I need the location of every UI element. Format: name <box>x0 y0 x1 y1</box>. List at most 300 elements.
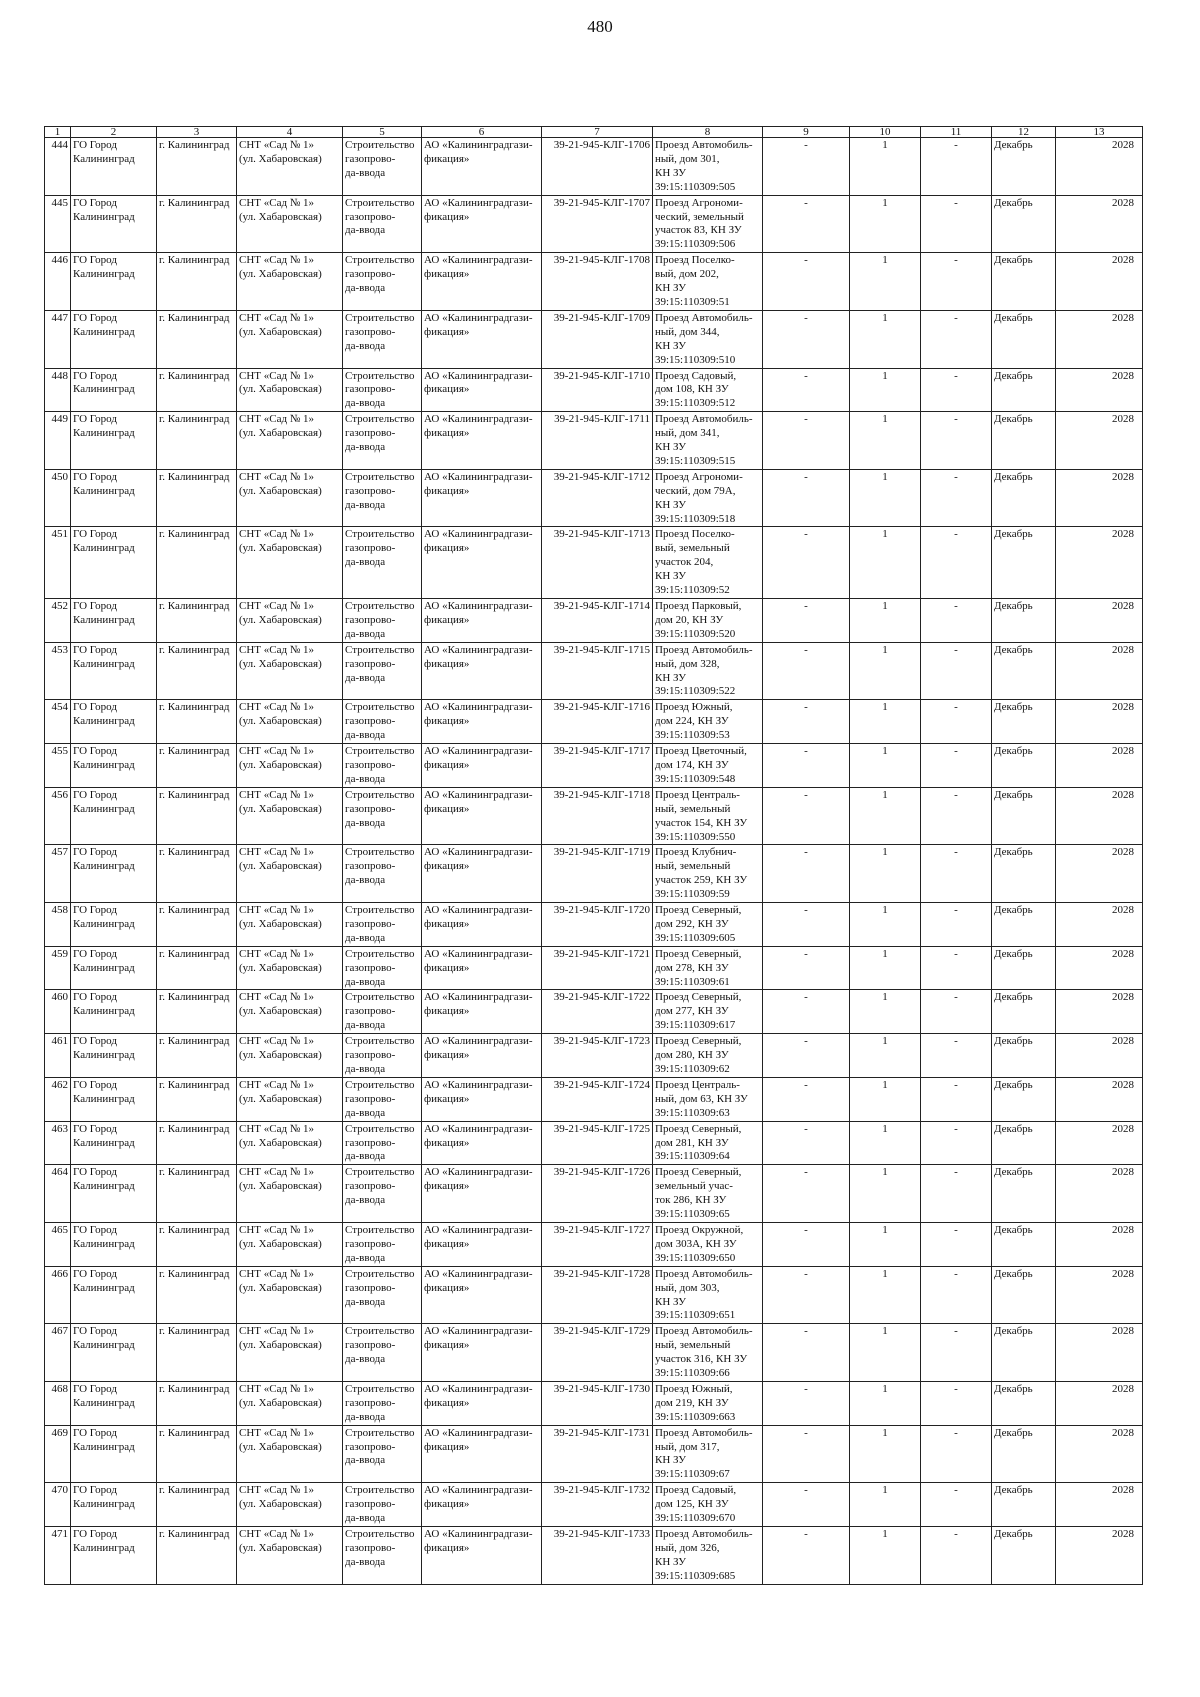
organization-line: фикация» <box>424 210 470 223</box>
month: Декабрь <box>992 946 1056 990</box>
table-row <box>45 1381 1143 1425</box>
record-code: 39-21-945-КЛГ-1721 <box>542 946 653 990</box>
municipality-line: ГО Город <box>73 846 117 859</box>
address-line: 39:15:110309:62 <box>655 1063 730 1075</box>
municipality <box>71 599 157 643</box>
work-type-line: Строительство <box>345 788 415 801</box>
column-11-value: - <box>921 310 992 368</box>
year: 2028 <box>1056 368 1143 412</box>
column-11-value: - <box>921 1324 992 1382</box>
month: Декабрь <box>992 744 1056 788</box>
settlement: г. Калининград <box>157 1165 237 1223</box>
settlement: г. Калининград <box>157 368 237 412</box>
work-type-line: да-ввода <box>345 397 386 410</box>
record-code: 39-21-945-КЛГ-1727 <box>542 1222 653 1266</box>
address <box>653 1222 763 1266</box>
column-9-value: - <box>763 1266 850 1324</box>
column-11-value: - <box>921 845 992 903</box>
object-name <box>237 310 343 368</box>
work-type-line: да-ввода <box>345 556 386 569</box>
column-11-value: - <box>921 1165 992 1223</box>
organization-line: АО «Калининградгази- <box>424 1223 533 1236</box>
organization <box>422 412 542 470</box>
work-type <box>343 195 422 253</box>
municipality <box>71 527 157 599</box>
municipality-line: Калининград <box>73 1396 135 1409</box>
object-name-line: (ул. Хабаровская) <box>239 613 322 626</box>
object-name-line: (ул. Хабаровская) <box>239 758 322 771</box>
work-type-line: да-ввода <box>345 1454 386 1467</box>
municipality-line: Калининград <box>73 1237 135 1250</box>
column-11-value: - <box>921 412 992 470</box>
object-name-line: СНТ «Сад № 1» <box>239 528 315 541</box>
address-line: Проезд Северный, <box>655 1122 742 1135</box>
column-9-value: - <box>763 1034 850 1078</box>
municipality-line: ГО Город <box>73 1382 117 1395</box>
organization <box>422 845 542 903</box>
address-line: земельный учас- <box>655 1180 733 1193</box>
address <box>653 195 763 253</box>
municipality-line: Калининград <box>73 1092 135 1105</box>
address-line: 39:15:110309:605 <box>655 931 736 944</box>
record-code: 39-21-945-КЛГ-1716 <box>542 700 653 744</box>
address <box>653 946 763 990</box>
object-name <box>237 903 343 947</box>
object-name-line: (ул. Хабаровская) <box>239 268 322 281</box>
municipality-line: Калининград <box>73 210 135 223</box>
work-type-line: Строительство <box>345 1382 415 1395</box>
work-type-line: Строительство <box>345 1484 415 1497</box>
organization <box>422 599 542 643</box>
work-type <box>343 903 422 947</box>
month: Декабрь <box>992 1077 1056 1121</box>
address-line: ный, дом 317, <box>655 1440 720 1453</box>
organization-line: АО «Калининградгази- <box>424 1078 533 1091</box>
address-line: Проезд Южный, <box>655 1382 733 1395</box>
year: 2028 <box>1056 1381 1143 1425</box>
address-line: Проезд Северный, <box>655 1035 742 1048</box>
address-line: дом 219, КН ЗУ <box>655 1396 729 1409</box>
organization-line: фикация» <box>424 1180 470 1193</box>
record-code: 39-21-945-КЛГ-1711 <box>542 412 653 470</box>
organization-line: фикация» <box>424 1237 470 1250</box>
table-row <box>45 1324 1143 1382</box>
column-10-value: 1 <box>850 310 921 368</box>
column-10-value: 1 <box>850 1381 921 1425</box>
address-line: Проезд Северный, <box>655 991 742 1004</box>
organization <box>422 642 542 700</box>
address-line: 39:15:110309:65 <box>655 1208 730 1221</box>
address <box>653 1381 763 1425</box>
work-type-line: газопрово- <box>345 758 396 771</box>
municipality <box>71 642 157 700</box>
year: 2028 <box>1056 138 1143 196</box>
object-name-line: СНТ «Сад № 1» <box>239 788 315 801</box>
municipality-line: Калининград <box>73 1440 135 1453</box>
municipality-line: Калининград <box>73 1498 135 1511</box>
work-type-line: газопрово- <box>345 1092 396 1105</box>
object-name <box>237 946 343 990</box>
address-line: Проезд Автомобиль- <box>655 1426 753 1439</box>
work-type <box>343 1077 422 1121</box>
address-line: 39:15:110309:51 <box>655 295 730 308</box>
organization <box>422 787 542 845</box>
work-type-line: да-ввода <box>345 1251 386 1264</box>
column-10-value: 1 <box>850 469 921 527</box>
object-name <box>237 195 343 253</box>
object-name-line: (ул. Хабаровская) <box>239 427 322 440</box>
work-type <box>343 1483 422 1527</box>
settlement: г. Калининград <box>157 946 237 990</box>
object-name-line: (ул. Хабаровская) <box>239 715 322 728</box>
municipality-line: ГО Город <box>73 1035 117 1048</box>
work-type <box>343 1381 422 1425</box>
address <box>653 1165 763 1223</box>
year: 2028 <box>1056 744 1143 788</box>
table-row <box>45 1077 1143 1121</box>
column-header-5: 5 <box>343 127 422 138</box>
organization-line: АО «Калининградгази- <box>424 846 533 859</box>
address-line: 39:15:110309:66 <box>655 1367 730 1380</box>
address-line: дом 125, КН ЗУ <box>655 1498 729 1511</box>
column-10-value: 1 <box>850 845 921 903</box>
municipality <box>71 1425 157 1483</box>
settlement: г. Калининград <box>157 310 237 368</box>
municipality-line: Калининград <box>73 860 135 873</box>
year: 2028 <box>1056 1165 1143 1223</box>
month: Декабрь <box>992 1324 1056 1382</box>
object-name <box>237 1381 343 1425</box>
record-code: 39-21-945-КЛГ-1707 <box>542 195 653 253</box>
object-name-line: (ул. Хабаровская) <box>239 1281 322 1294</box>
year: 2028 <box>1056 1266 1143 1324</box>
address <box>653 1077 763 1121</box>
table-row <box>45 1483 1143 1527</box>
organization-line: АО «Калининградгази- <box>424 788 533 801</box>
column-10-value: 1 <box>850 946 921 990</box>
object-name-line: СНТ «Сад № 1» <box>239 600 315 612</box>
object-name-line: СНТ «Сад № 1» <box>239 904 315 917</box>
address-line: Проезд Автомобиль- <box>655 1325 753 1338</box>
object-name-line: СНТ «Сад № 1» <box>239 369 315 382</box>
object-name <box>237 1527 343 1585</box>
year: 2028 <box>1056 1222 1143 1266</box>
address-line: 39:15:110309:61 <box>655 975 730 988</box>
work-type-line: газопрово- <box>345 1237 396 1250</box>
table-row <box>45 787 1143 845</box>
column-10-value: 1 <box>850 253 921 311</box>
object-name-line: (ул. Хабаровская) <box>239 210 322 223</box>
address <box>653 1266 763 1324</box>
municipality <box>71 138 157 196</box>
month: Декабрь <box>992 1425 1056 1483</box>
object-name-line: (ул. Хабаровская) <box>239 1541 322 1554</box>
year: 2028 <box>1056 1121 1143 1165</box>
address-line: 39:15:110309:515 <box>655 454 736 467</box>
object-name-line: (ул. Хабаровская) <box>239 484 322 497</box>
column-header-9: 9 <box>763 127 850 138</box>
address-line: Проезд Цветочный, <box>655 745 747 758</box>
work-type <box>343 1222 422 1266</box>
organization-line: фикация» <box>424 383 470 396</box>
month: Декабрь <box>992 1381 1056 1425</box>
work-type-line: да-ввода <box>345 441 386 454</box>
table-row <box>45 1266 1143 1324</box>
municipality-line: Калининград <box>73 1136 135 1149</box>
record-code: 39-21-945-КЛГ-1718 <box>542 787 653 845</box>
object-name-line: СНТ «Сад № 1» <box>239 1382 315 1395</box>
organization <box>422 1324 542 1382</box>
work-type-line: да-ввода <box>345 1063 386 1075</box>
column-9-value: - <box>763 903 850 947</box>
address-line: Проезд Централь- <box>655 1078 740 1091</box>
address-line: ный, дом 326, <box>655 1541 720 1554</box>
municipality <box>71 946 157 990</box>
object-name <box>237 1324 343 1382</box>
year: 2028 <box>1056 1527 1143 1585</box>
column-header-6: 6 <box>422 127 542 138</box>
settlement: г. Калининград <box>157 1077 237 1121</box>
column-9-value: - <box>763 946 850 990</box>
address-line: ный, земельный <box>655 860 731 873</box>
record-code: 39-21-945-КЛГ-1713 <box>542 527 653 599</box>
municipality <box>71 1121 157 1165</box>
row-number: 471 <box>45 1527 71 1585</box>
work-type-line: Строительство <box>345 947 415 960</box>
record-code: 39-21-945-КЛГ-1709 <box>542 310 653 368</box>
record-code: 39-21-945-КЛГ-1719 <box>542 845 653 903</box>
address-line: 39:15:110309:522 <box>655 685 736 698</box>
object-name-line: СНТ «Сад № 1» <box>239 643 315 656</box>
organization-line: АО «Калининградгази- <box>424 311 533 324</box>
address-line: 39:15:110309:651 <box>655 1309 736 1322</box>
column-11-value: - <box>921 744 992 788</box>
municipality-line: ГО Город <box>73 947 117 960</box>
work-type-line: да-ввода <box>345 1353 386 1366</box>
address-line: ческий, земельный <box>655 210 744 223</box>
record-code: 39-21-945-КЛГ-1724 <box>542 1077 653 1121</box>
record-code: 39-21-945-КЛГ-1715 <box>542 642 653 700</box>
month: Декабрь <box>992 1121 1056 1165</box>
work-type <box>343 469 422 527</box>
object-name <box>237 412 343 470</box>
month: Декабрь <box>992 903 1056 947</box>
object-name-line: (ул. Хабаровская) <box>239 1396 322 1409</box>
object-name-line: (ул. Хабаровская) <box>239 542 322 555</box>
column-10-value: 1 <box>850 700 921 744</box>
row-number: 468 <box>45 1381 71 1425</box>
table-row <box>45 990 1143 1034</box>
object-name-line: СНТ «Сад № 1» <box>239 1078 315 1091</box>
organization-line: фикация» <box>424 427 470 440</box>
record-code: 39-21-945-КЛГ-1717 <box>542 744 653 788</box>
column-9-value: - <box>763 1381 850 1425</box>
column-11-value: - <box>921 1425 992 1483</box>
gasification-schedule-table <box>44 126 1143 1585</box>
municipality-line: Калининград <box>73 325 135 338</box>
address-line: Проезд Северный, <box>655 904 742 917</box>
work-type-line: да-ввода <box>345 816 386 829</box>
table-row <box>45 469 1143 527</box>
settlement: г. Калининград <box>157 990 237 1034</box>
column-9-value: - <box>763 195 850 253</box>
object-name-line: (ул. Хабаровская) <box>239 383 322 396</box>
address-line: Проезд Садовый, <box>655 1484 737 1497</box>
municipality-line: Калининград <box>73 961 135 974</box>
address-line: Проезд Северный, <box>655 1166 742 1179</box>
record-code: 39-21-945-КЛГ-1710 <box>542 368 653 412</box>
municipality-line: ГО Город <box>73 1325 117 1338</box>
municipality-line: ГО Город <box>73 254 117 267</box>
work-type-line: Строительство <box>345 1078 415 1091</box>
address-line: 39:15:110309:512 <box>655 397 736 410</box>
table-row <box>45 599 1143 643</box>
record-code: 39-21-945-КЛГ-1731 <box>542 1425 653 1483</box>
work-type <box>343 787 422 845</box>
work-type-line: газопрово- <box>345 268 396 281</box>
column-11-value: - <box>921 138 992 196</box>
work-type <box>343 642 422 700</box>
object-name-line: (ул. Хабаровская) <box>239 1339 322 1352</box>
row-number: 467 <box>45 1324 71 1382</box>
address-line: 39:15:110309:52 <box>655 584 730 597</box>
column-10-value: 1 <box>850 412 921 470</box>
municipality <box>71 990 157 1034</box>
municipality-line: ГО Город <box>73 1426 117 1439</box>
organization-line: фикация» <box>424 1396 470 1409</box>
municipality-line: ГО Город <box>73 1122 117 1135</box>
column-10-value: 1 <box>850 368 921 412</box>
address-line: участок 316, КН ЗУ <box>655 1353 748 1366</box>
municipality <box>71 787 157 845</box>
object-name-line: СНТ «Сад № 1» <box>239 311 315 324</box>
municipality <box>71 1266 157 1324</box>
address-line: дом 292, КН ЗУ <box>655 917 729 930</box>
column-9-value: - <box>763 744 850 788</box>
organization-line: АО «Калининградгази- <box>424 369 533 382</box>
organization-line: АО «Калининградгази- <box>424 904 533 917</box>
municipality-line: Калининград <box>73 1339 135 1352</box>
column-header-2: 2 <box>71 127 157 138</box>
object-name-line: (ул. Хабаровская) <box>239 1005 322 1018</box>
work-type <box>343 599 422 643</box>
municipality-line: Калининград <box>73 1541 135 1554</box>
column-11-value: - <box>921 990 992 1034</box>
row-number: 464 <box>45 1165 71 1223</box>
row-number: 449 <box>45 412 71 470</box>
year: 2028 <box>1056 990 1143 1034</box>
year: 2028 <box>1056 412 1143 470</box>
work-type-line: да-ввода <box>345 1295 386 1308</box>
work-type <box>343 700 422 744</box>
month: Декабрь <box>992 469 1056 527</box>
month: Декабрь <box>992 1034 1056 1078</box>
settlement: г. Калининград <box>157 1324 237 1382</box>
row-number: 462 <box>45 1077 71 1121</box>
settlement: г. Калининград <box>157 599 237 643</box>
settlement: г. Калининград <box>157 1527 237 1585</box>
settlement: г. Калининград <box>157 138 237 196</box>
row-number: 458 <box>45 903 71 947</box>
address <box>653 1527 763 1585</box>
month: Декабрь <box>992 990 1056 1034</box>
work-type-line: Строительство <box>345 1223 415 1236</box>
column-9-value: - <box>763 253 850 311</box>
table-row <box>45 744 1143 788</box>
record-code: 39-21-945-КЛГ-1730 <box>542 1381 653 1425</box>
column-11-value: - <box>921 787 992 845</box>
organization-line: фикация» <box>424 325 470 338</box>
work-type-line: да-ввода <box>345 1410 386 1423</box>
object-name-line: (ул. Хабаровская) <box>239 1440 322 1453</box>
column-11-value: - <box>921 903 992 947</box>
work-type-line: газопрово- <box>345 383 396 396</box>
year: 2028 <box>1056 700 1143 744</box>
year: 2028 <box>1056 946 1143 990</box>
column-11-value: - <box>921 1222 992 1266</box>
column-11-value: - <box>921 1266 992 1324</box>
work-type-line: газопрово- <box>345 210 396 223</box>
organization <box>422 1381 542 1425</box>
address-line: участок 83, КН ЗУ <box>655 224 742 237</box>
year: 2028 <box>1056 1483 1143 1527</box>
address-line: Проезд Поселко- <box>655 528 735 541</box>
organization-line: фикация» <box>424 1281 470 1294</box>
column-10-value: 1 <box>850 1266 921 1324</box>
row-number: 470 <box>45 1483 71 1527</box>
object-name-line: (ул. Хабаровская) <box>239 657 322 670</box>
address-line: КН ЗУ <box>655 1555 687 1568</box>
organization-line: АО «Калининградгази- <box>424 254 533 267</box>
address-line: участок 204, <box>655 556 714 569</box>
municipality-line: ГО Город <box>73 1267 117 1280</box>
municipality <box>71 195 157 253</box>
address <box>653 310 763 368</box>
record-code: 39-21-945-КЛГ-1728 <box>542 1266 653 1324</box>
address-line: Проезд Поселко- <box>655 254 735 267</box>
municipality <box>71 1527 157 1585</box>
organization-line: фикация» <box>424 268 470 281</box>
address-line: ный, дом 328, <box>655 657 720 670</box>
column-10-value: 1 <box>850 599 921 643</box>
work-type-line: газопрово- <box>345 1180 396 1193</box>
settlement: г. Калининград <box>157 1483 237 1527</box>
row-number: 459 <box>45 946 71 990</box>
settlement: г. Калининград <box>157 1222 237 1266</box>
object-name <box>237 642 343 700</box>
column-9-value: - <box>763 527 850 599</box>
organization <box>422 1425 542 1483</box>
column-9-value: - <box>763 412 850 470</box>
address <box>653 412 763 470</box>
organization-line: АО «Калининградгази- <box>424 1426 533 1439</box>
address-line: дом 224, КН ЗУ <box>655 715 729 728</box>
table-row <box>45 412 1143 470</box>
address-line: 39:15:110309:663 <box>655 1410 736 1423</box>
row-number: 456 <box>45 787 71 845</box>
organization-line: АО «Калининградгази- <box>424 413 533 426</box>
municipality-line: Калининград <box>73 1180 135 1193</box>
table-row <box>45 1425 1143 1483</box>
column-9-value: - <box>763 990 850 1034</box>
table-row <box>45 845 1143 903</box>
municipality <box>71 903 157 947</box>
organization-line: фикация» <box>424 715 470 728</box>
work-type-line: Строительство <box>345 1035 415 1048</box>
work-type-line: Строительство <box>345 1166 415 1179</box>
column-10-value: 1 <box>850 787 921 845</box>
organization <box>422 1483 542 1527</box>
